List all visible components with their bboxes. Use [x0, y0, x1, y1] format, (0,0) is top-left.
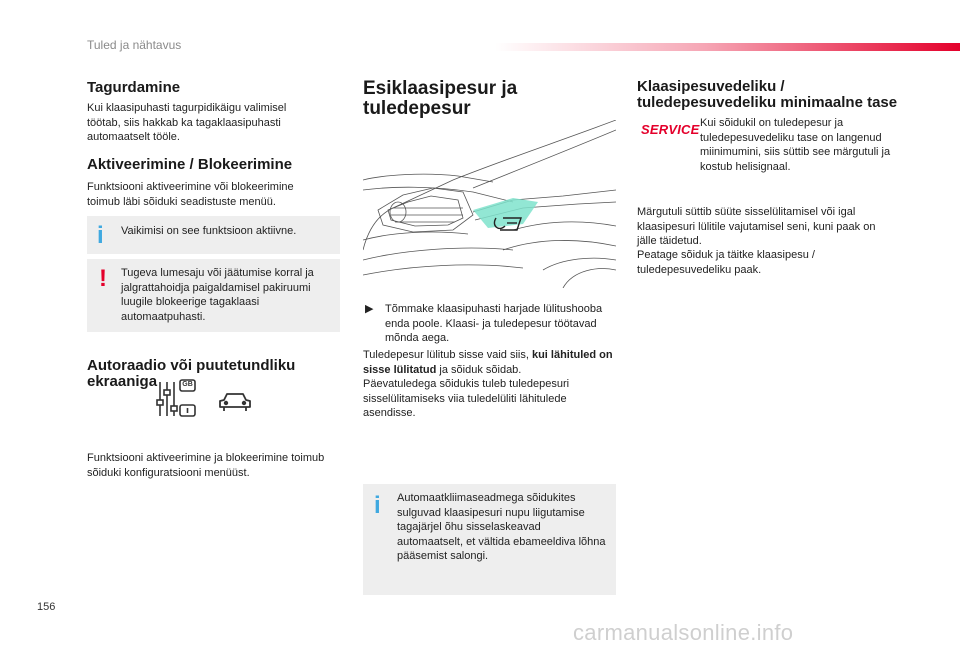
watermark: carmanualsonline.info — [573, 620, 794, 645]
info-box-default — [87, 216, 340, 254]
gb-badge-label: GB — [182, 381, 193, 388]
washer-p-part2: ja sõiduk sõidab. — [436, 363, 522, 376]
info-icon: i — [97, 222, 104, 249]
section-title-activation: Aktiveerimine / Blokeerimine — [87, 156, 293, 173]
service-warning-icon: SERVICE — [641, 122, 700, 137]
climate-info-text: Automaatkliimaseadmega sõidukites sulguvad klaasipesuri nupu liigutamise tagajärjel õhu sisselaskeavad automaatselt, et vältida ebameeldiva lõhna pääsemist salongi. — [397, 492, 606, 562]
section-title-radio: Autoraadio või puutetundliku ekraaniga — [87, 357, 296, 390]
radio-text: Funktsiooni aktiveerimine ja blokeerimine toimub sõiduki konfiguratsiooni menüüst. — [87, 452, 325, 479]
header-accent-bar — [495, 43, 960, 51]
washer-p-part1: Tuledepesur lülitub sisse vaid siis, — [363, 349, 532, 361]
warning-text: Tugeva lumesaju või jäätumise korral ja jalgrattahoidja paigaldamisel pakiruumi luugile blokeerige tagaklaasi automaatpuhasti. — [121, 267, 314, 323]
warning-icon: ! — [99, 265, 107, 292]
washer-p-bold: kui lähituled on sisse lülitatud — [363, 349, 613, 376]
service-text: Kui sõidukil on tuledepesur ja tuledepesuvedeliku tase on langenud miinimumini, siis süttib see märgutuli ja kostub helisignaal. — [700, 117, 891, 173]
car-front-illustration — [363, 120, 616, 288]
settings-sliders-icon — [155, 378, 197, 420]
info-text-default: Vaikimisi on see funktsioon aktiivne. — [121, 225, 297, 237]
washer-paragraph — [363, 348, 616, 377]
info-box-climate — [363, 484, 616, 595]
reversing-text: Kui klaasipuhasti tagurpidikäigu valimisel töötab, siis hakkab ka tagaklaasipuhasti automaatselt tööle. — [87, 102, 287, 143]
warning-box — [87, 259, 340, 332]
section-title-washer: Esiklaasipesur ja tuledepesur — [363, 78, 518, 119]
activation-text: Funktsiooni aktiveerimine või blokeerimine toimub läbi sõiduki seadistuste menüü. — [87, 181, 294, 208]
info-icon: i — [374, 492, 381, 519]
car-icon — [217, 390, 253, 414]
fluid-paragraph-2: Peatage sõiduk ja täitke klaasipesu / tuledepesuvedeliku paak. — [637, 249, 815, 276]
chapter-title: Tuled ja nähtavus — [87, 38, 182, 52]
fluid-paragraph-1: Märgutuli süttib süüte sisselülitamisel või igal klaasipesuri lülitile vajutamisel seni, kuni paak on jälle täidetud. — [637, 206, 876, 247]
washer-bullet-text: Tõmmake klaasipuhasti harjade lülitushooba enda poole. Klaasi- ja tuledepesur töötavad mõnda aega. — [385, 303, 603, 344]
section-title-fluid-level: Klaasipesuvedeliku / tuledepesuvedeliku minimaalne tase — [637, 78, 898, 111]
section-title-reversing: Tagurdamine — [87, 79, 181, 96]
bullet-arrow-icon: ▶ — [365, 303, 374, 315]
washer-paragraph-2: Päevatuledega sõidukis tuleb tuledepesuri sisselülitamiseks viia tuledelüliti lähitulede asendisse. — [363, 378, 570, 419]
page-number: 156 — [37, 601, 56, 613]
